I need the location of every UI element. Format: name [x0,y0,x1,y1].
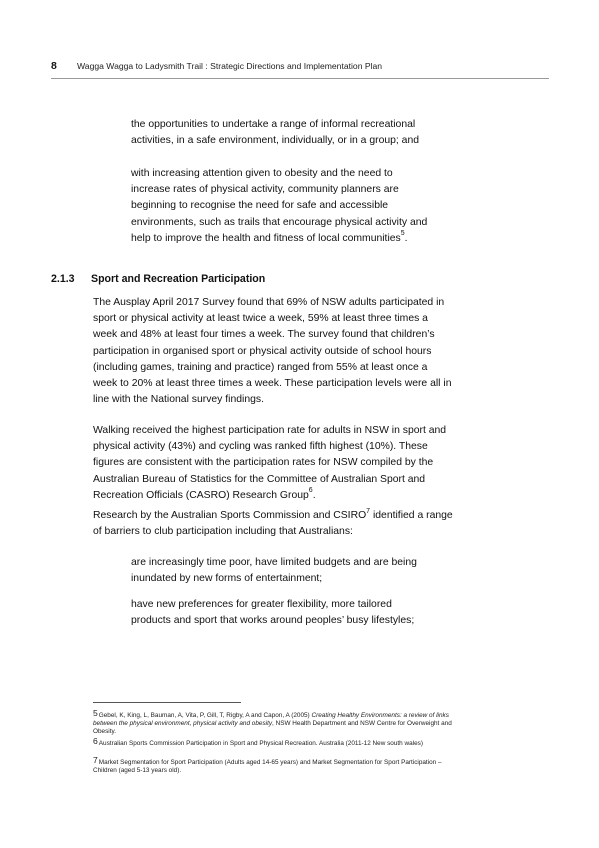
footnote-ref-5: 5 [400,230,405,238]
bullet-preferences: have new preferences for greater flexibility, more tailored products and sport that works around peoples’ busy lifestyles; [131,599,415,627]
section-number: 2.1.3 [51,273,75,285]
bullet-time-poor: are increasingly time poor, have limited budgets and are being inundated by new forms of entertainment; [131,557,417,585]
running-title: Wagga Wagga to Ladysmith Trail : Strategic Directions and Implementation Plan [77,61,383,71]
footnote-ref-6: 6 [308,487,313,495]
footnote-6: 6Australian Sports Commission Participation in Sport and Physical Recreation. Australia (2011-12 New south wales) [93,736,423,747]
page-number: 8 [51,60,57,72]
page-header [51,60,549,79]
paragraph-ausplay: The Ausplay April 2017 Survey found that 69% of NSW adults participated in sport or physical activity at least twice a week, 59% at least three times a week and 48% at least four times a week. The survey found that children’s participation in organised sport or physical activity outside of school hours (including games, training and practice) ranged from 55% at least once a week to 20% at least three times a week. These participation levels were all in line with the National survey findings. [93,297,452,406]
paragraph-research: Research by the Australian Sports Commission and CSIRO$^7$ identified a range of barriers to club participation including that Australians: [93,507,453,538]
bullet-obesity: with increasing attention given to obesity and the need to increase rates of physical activity, community planners are beginning to recognise the need for safe and accessible environments, such as trails that encourage physical activity and help to improve the health and fitness of local communities$^5$. [131,168,428,244]
section-heading [51,273,265,285]
paragraph-walking: Walking received the highest participation rate for adults in NSW in sport and physical activity (43%) and cycling was ranked fifth highest (10%). These figures are consistent with the participation rates for NSW compiled by the Australian Bureau of Statistics for the Committee of Australian Sport and Recreation Officials (CASRO) Research Group$^6$. [93,425,447,501]
footnote-7: 7Market Segmentation for Sport Participation (Adults aged 14-65 years) and Market Segmentation for Sport Participation – Children (aged 5-13 years old). [93,755,442,775]
section-title: Sport and Recreation Participation [91,273,266,285]
footnote-5: 5Gebel, K, King, L, Bauman, A, Vita, P, Gill, T, Rigby, A and Capon, A (2005) Creating Healthy Environments: a review of links between the physical environment, physical activity and obesity, NSW Health Department and NSW Centre for Overweight and Obesity. [93,708,452,736]
footnote-ref-7: 7 [366,507,371,515]
footnote-separator [93,702,241,703]
bullet-opportunities: the opportunities to undertake a range of informal recreational activities, in a safe environment, individually, or in a group; and [131,119,420,147]
